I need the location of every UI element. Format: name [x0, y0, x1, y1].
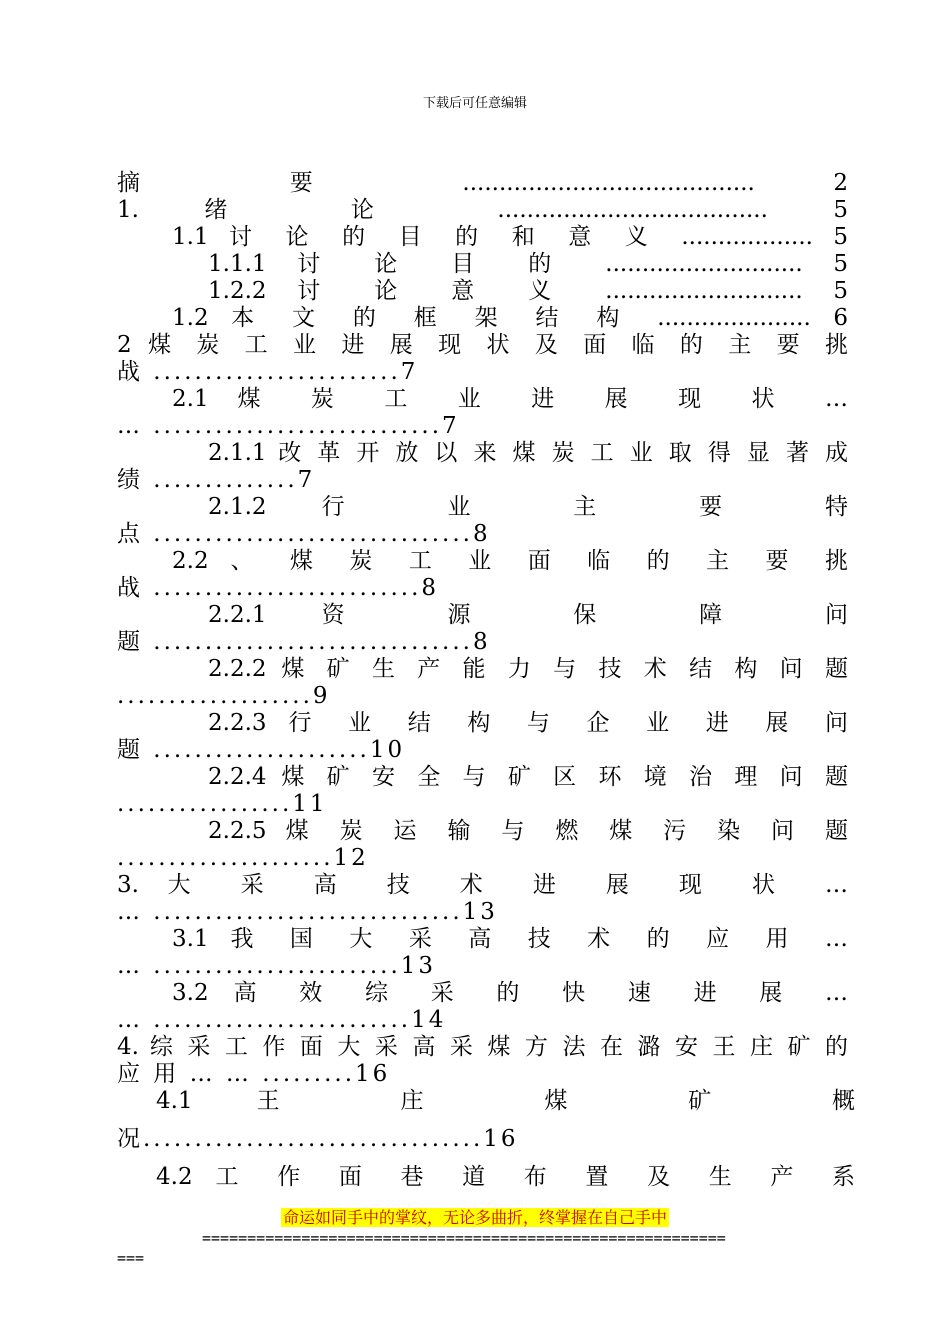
- toc-entry-cont: 绩 ..............7: [117, 467, 316, 493]
- motto-text: 命运如同手中的掌纹，无论多曲折，终掌握在自己手中: [282, 1208, 667, 1227]
- toc-entry: 4.2 工 作 面 巷 道 布 置 及 生 产 系: [156, 1164, 855, 1190]
- toc-entry-cont: 战 ........................7: [117, 359, 419, 385]
- toc-entry-cont: 题 ...............................8: [117, 629, 491, 655]
- toc-entry-cont: 战 ..........................8: [117, 575, 440, 601]
- toc-entry: 2.2.1 资 源 保 障 问: [208, 602, 848, 628]
- footer-rule-end: ===: [117, 1249, 145, 1267]
- page-header: 下载后可任意编辑: [422, 96, 527, 111]
- toc-entry: 1.1 讨 论 的 目 的 和 意 义 .................. 5: [172, 224, 848, 250]
- toc-entry: 1.2.2 讨 论 意 义 ........................... 5: [208, 278, 848, 304]
- toc-entry: 2.1.2 行 业 主 要 特: [208, 494, 848, 520]
- toc-entry: 3.1 我 国 大 采 高 技 术 的 应 用 …: [172, 926, 848, 952]
- toc-entry-cont: .....................12: [117, 845, 369, 871]
- toc-entry: 2.2.3 行 业 结 构 与 企 业 进 展 问: [208, 710, 848, 736]
- toc-entry-cont: 况.................................16: [117, 1126, 519, 1152]
- toc-entry-cont: … ............................7: [117, 413, 460, 439]
- toc-entry-cont: ...................9: [117, 683, 331, 709]
- toc-entry: 摘 要 ........................................ 2: [117, 170, 848, 196]
- toc-entry-cont: … ..............................13: [117, 899, 498, 925]
- toc-entry: 3. 大 采 高 技 术 进 展 现 状 …: [117, 872, 848, 898]
- toc-entry-cont: .................11: [117, 791, 328, 817]
- toc-entry-cont: 题 .....................10: [117, 737, 406, 763]
- toc-entry: 4.1 王 庄 煤 矿 概: [156, 1088, 855, 1114]
- toc-entry: 2.1 煤 炭 工 业 进 展 现 状 …: [172, 386, 848, 412]
- toc-entry-cont: … ........................13: [117, 953, 437, 979]
- toc-entry: 2.1.1 改 革 开 放 以 来 煤 炭 工 业 取 得 显 著 成: [208, 440, 848, 466]
- toc-entry: 1.2 本 文 的 框 架 结 构 ..................... 6: [172, 305, 848, 331]
- footer-motto: [0, 1205, 950, 1228]
- toc-entry: 2.2.4 煤 矿 安 全 与 矿 区 环 境 治 理 问 题: [208, 764, 848, 790]
- toc-entry-cont: 应 用 … … .........16: [117, 1061, 391, 1087]
- toc-entry-cont: … .........................14: [117, 1007, 447, 1033]
- toc-entry: 2.2.2 煤 矿 生 产 能 力 与 技 术 结 构 问 题: [208, 656, 848, 682]
- toc-entry: 1.1.1 讨 论 目 的 ........................... 5: [208, 251, 848, 277]
- toc-entry: 3.2 高 效 综 采 的 快 速 进 展 …: [172, 980, 848, 1006]
- toc-entry: 1. 绪 论 ..................................... 5: [117, 197, 848, 223]
- toc-entry: 2.2 、 煤 炭 工 业 面 临 的 主 要 挑: [172, 548, 848, 574]
- footer-rule: ==========================================================: [202, 1229, 726, 1247]
- toc-entry: 2 煤 炭 工 业 进 展 现 状 及 面 临 的 主 要 挑: [117, 332, 848, 358]
- toc-entry: 4. 综 采 工 作 面 大 采 高 采 煤 方 法 在 潞 安 王 庄 矿 的: [117, 1034, 848, 1060]
- toc-entry: 2.2.5 煤 炭 运 输 与 燃 煤 污 染 问 题: [208, 818, 848, 844]
- toc-entry-cont: 点 ...............................8: [117, 521, 491, 547]
